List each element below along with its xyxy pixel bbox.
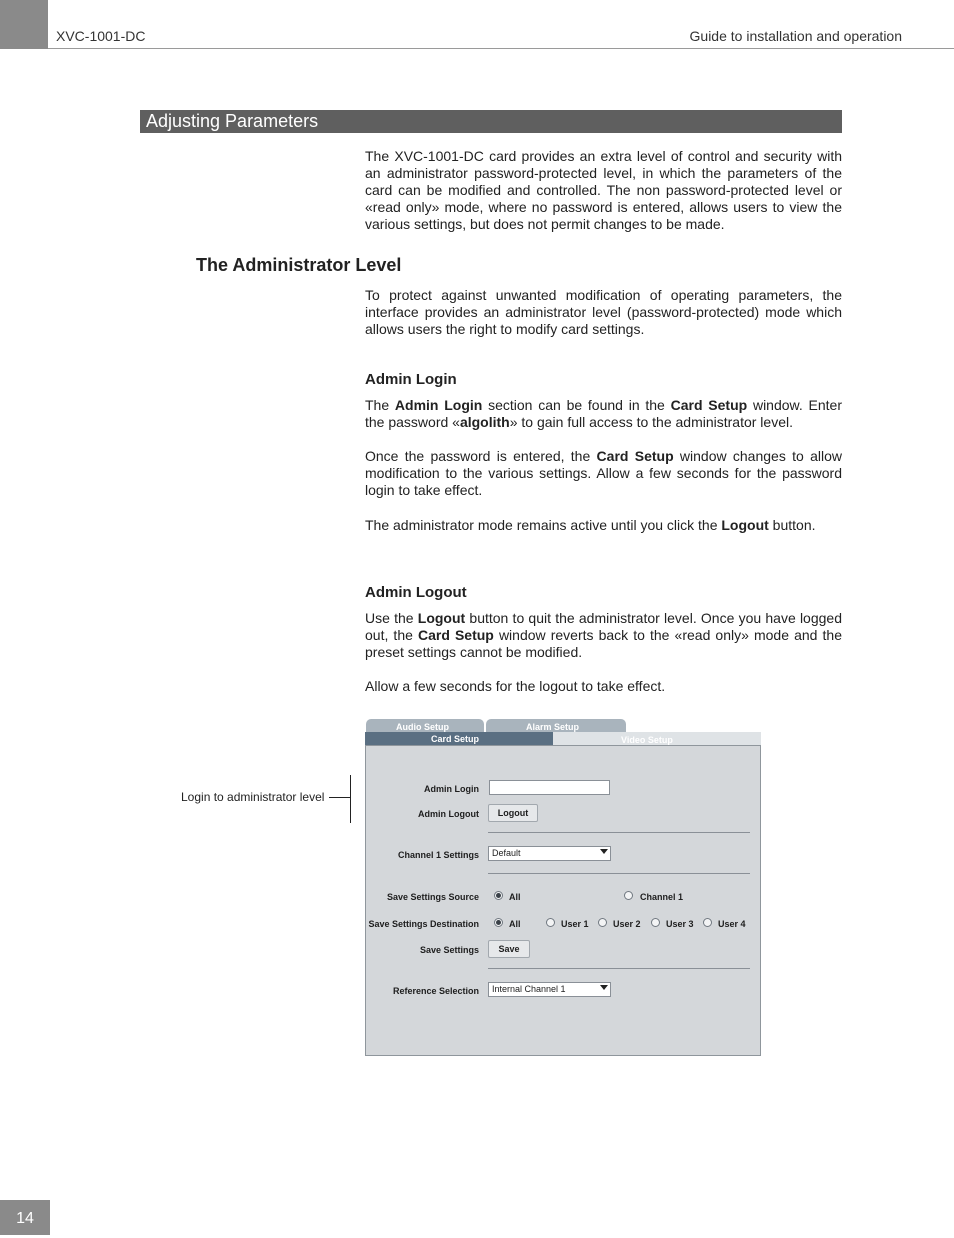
- tab-video-label: Video Setup: [621, 735, 673, 745]
- header-guide-title: Guide to installation and operation: [689, 28, 902, 44]
- callout-login: Login to administrator level: [181, 790, 325, 804]
- admin-logout-label: Admin Logout: [418, 809, 479, 819]
- radio-dest-all-label: All: [509, 919, 521, 929]
- admin-login-paragraph-2: Once the password is entered, the Card Setup window changes to allow modification to the various settings. Allow a few seconds for the password login to take effect.: [365, 448, 842, 498]
- header-rule: [48, 48, 954, 49]
- tab-card-label: Card Setup: [431, 734, 480, 744]
- admin-login-label: Admin Login: [424, 784, 479, 794]
- reference-selection-value: Internal Channel 1: [492, 984, 566, 994]
- radio-dest-user4[interactable]: [703, 918, 712, 927]
- admin-logout-heading: Admin Logout: [365, 584, 467, 601]
- admin-logout-paragraph-2: Allow a few seconds for the logout to take effect.: [365, 678, 666, 694]
- chevron-down-icon: [600, 849, 608, 854]
- separator: [488, 832, 750, 833]
- radio-source-channel1-label: Channel 1: [640, 892, 684, 902]
- chevron-down-icon: [600, 985, 608, 990]
- admin-level-paragraph: To protect against unwanted modification of operating parameters, the interface provides an administrator level (password-protected) mode which allows users the right to modify card settings.: [365, 287, 842, 337]
- admin-logout-paragraph-1: Use the Logout button to quit the administrator level. Once you have logged out, the Card Setup window reverts back to the «read only» mode and the preset settings cannot be modified.: [365, 610, 842, 660]
- header-tab-block: [0, 0, 48, 49]
- radio-dest-user3[interactable]: [651, 918, 660, 927]
- tab-card-setup[interactable]: [365, 732, 553, 746]
- tab-audio-label: Audio Setup: [396, 722, 449, 732]
- save-button[interactable]: Save: [488, 940, 530, 958]
- channel1-settings-value: Default: [492, 848, 521, 858]
- radio-dest-user3-label: User 3: [666, 919, 694, 929]
- save-source-label: Save Settings Source: [386, 892, 479, 902]
- callout-bracket: [350, 775, 351, 823]
- reference-selection-label: Reference Selection: [392, 986, 479, 996]
- intro-paragraph: The XVC-1001-DC card provides an extra level of control and security with an administrator password-protected level, in which the parameters of the card can be modified and controlled. The non password-protected level or «read only» mode, where no password is entered, allows users to view the various settings, but does not permit changes to be made.: [365, 148, 842, 232]
- radio-source-channel1[interactable]: [624, 891, 633, 900]
- radio-dest-user1[interactable]: [546, 918, 555, 927]
- callout-leader-line: [329, 797, 350, 798]
- separator: [488, 873, 750, 874]
- card-setup-panel: [365, 745, 761, 1056]
- save-settings-label: Save Settings: [419, 945, 479, 955]
- page-number: 14: [0, 1200, 50, 1235]
- radio-dest-user4-label: User 4: [718, 919, 746, 929]
- reference-selection-select[interactable]: [488, 982, 611, 997]
- header-product: XVC-1001-DC: [56, 28, 146, 44]
- radio-source-all[interactable]: [494, 891, 503, 900]
- channel1-settings-select[interactable]: [488, 846, 611, 861]
- logout-button[interactable]: Logout: [488, 804, 538, 822]
- admin-password-input[interactable]: [489, 780, 610, 795]
- radio-dest-user1-label: User 1: [561, 919, 589, 929]
- separator: [488, 968, 750, 969]
- radio-dest-user2-label: User 2: [613, 919, 641, 929]
- admin-level-heading: The Administrator Level: [196, 255, 402, 275]
- channel1-settings-label: Channel 1 Settings: [397, 850, 479, 860]
- tab-alarm-label: Alarm Setup: [526, 722, 580, 732]
- section-title: Adjusting Parameters: [140, 110, 842, 133]
- admin-login-heading: Admin Login: [365, 371, 457, 388]
- tab-video-setup[interactable]: [552, 732, 761, 746]
- save-destination-label: Save Settings Destination: [368, 919, 479, 929]
- radio-dest-user2[interactable]: [598, 918, 607, 927]
- radio-dest-all[interactable]: [494, 918, 503, 927]
- admin-login-paragraph-3: The administrator mode remains active until you click the Logout button.: [365, 517, 816, 533]
- radio-source-all-label: All: [509, 892, 521, 902]
- admin-login-paragraph-1: The Admin Login section can be found in the Card Setup window. Enter the password «algolith» to gain full access to the administrator level.: [365, 397, 842, 430]
